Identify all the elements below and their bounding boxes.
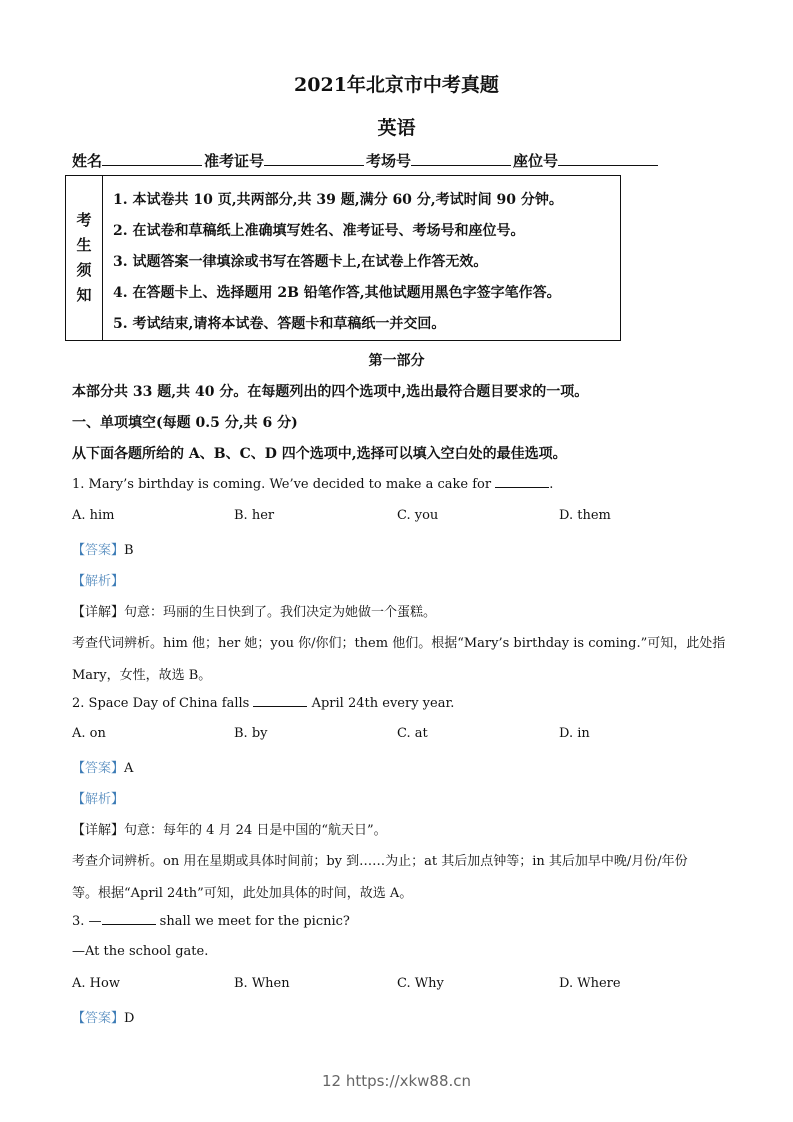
option-a: A. on: [72, 726, 106, 741]
option-b: B. When: [234, 976, 290, 991]
option-d: D. in: [559, 726, 590, 741]
notice-side-char: 考: [76, 211, 92, 229]
analysis-line: [72, 570, 124, 589]
page-footer: 12 https://xkw88.cn: [321, 1072, 472, 1090]
option-d: D. them: [559, 508, 611, 523]
detail-line: [72, 601, 436, 620]
option-c: C. you: [397, 508, 439, 523]
explanation-line: Mary，女性，故选 B。: [72, 668, 212, 683]
option-a: A. How: [72, 976, 120, 991]
question-reply: —At the school gate.: [72, 944, 209, 959]
notice-item: 2. 在试卷和草稿纸上准确填写姓名、准考证号、考场号和座位号。: [113, 223, 525, 239]
notice-item: 1. 本试卷共 10 页,共两部分,共 39 题,满分 60 分,考试时间 90 分钟。: [113, 192, 563, 208]
bracket: 【: [72, 792, 86, 807]
field-blank-seat: [558, 151, 658, 166]
notice-side-label: [66, 176, 103, 340]
explanation-line: 考查代词辨析。him 他；her 她；you 你/你们；them 他们。根据“Mary’s birthday is coming.”可知，此处指: [72, 636, 726, 651]
option-d: D. Where: [559, 976, 621, 991]
analysis-label: 解析: [85, 792, 112, 807]
answer-label: 答案: [85, 1011, 112, 1026]
notice-side-char: 知: [76, 286, 92, 304]
field-blank-room: [411, 151, 511, 166]
answer-blank: [495, 476, 549, 488]
subject-title: 英语: [377, 117, 416, 139]
analysis-label: 解析: [85, 574, 112, 589]
candidate-info-fields: [72, 150, 660, 171]
answer-value: D: [124, 1011, 135, 1026]
field-label-exam-id: 准考证号: [204, 152, 265, 170]
section-instruction: 从下面各题所给的 A、B、C、D 四个选项中,选择可以填入空白处的最佳选项。: [72, 446, 567, 462]
bracket: 】: [111, 1011, 125, 1026]
bracket: 】: [111, 543, 125, 558]
option-a: A. him: [72, 508, 115, 523]
answer-value: B: [124, 543, 134, 558]
option-b: B. by: [234, 726, 268, 741]
section-title: 一、单项填空(每题 0.5 分,共 6 分): [72, 415, 298, 431]
bracket: 【: [72, 761, 86, 776]
stem-text: 2. Space Day of China falls: [72, 696, 254, 711]
stem-text: 3. —: [72, 914, 102, 929]
bracket: 【: [72, 1011, 86, 1026]
question-stem-2: [72, 695, 454, 711]
field-label-seat: 座位号: [513, 152, 559, 170]
page-title: 2021年北京市中考真题: [294, 74, 499, 96]
stem-text: shall we meet for the picnic?: [155, 914, 350, 929]
notice-list: [103, 176, 620, 340]
answer-label: 答案: [85, 761, 112, 776]
answer-value: A: [124, 761, 134, 776]
explanation-line: 考查介词辨析。on 用在星期或具体时间前；by 到……为止；at 其后加点钟等；in 其后加早中晚/月份/年份: [72, 854, 688, 869]
stem-text: April 24th every year.: [307, 696, 455, 711]
question-stem-3: [72, 913, 350, 929]
notice-item: 4. 在答题卡上、选择题用 2B 铅笔作答,其他试题用黑色字签字笔作答。: [113, 285, 561, 301]
bracket: 【: [72, 543, 86, 558]
notice-item: 3. 试题答案一律填涂或书写在答题卡上,在试卷上作答无效。: [113, 254, 488, 270]
field-label-room: 考场号: [366, 152, 412, 170]
field-label-name: 姓名: [72, 152, 103, 170]
answer-blank: [253, 695, 307, 707]
explanation-line: 等。根据“April 24th”可知，此处加具体的时间，故选 A。: [72, 886, 413, 901]
notice-item: 5. 考试结束,请将本试卷、答题卡和草稿纸一并交回。: [113, 316, 446, 332]
analysis-line: [72, 788, 124, 807]
part-intro: 本部分共 33 题,共 40 分。在每题列出的四个选项中,选出最符合题目要求的一项。: [72, 384, 589, 400]
option-c: C. at: [397, 726, 428, 741]
bracket: 】: [111, 761, 125, 776]
field-blank-name: [102, 151, 202, 166]
bracket: 【: [72, 574, 86, 589]
stem-text: 1. Mary’s birthday is coming. We’ve decided to make a cake for: [72, 477, 496, 492]
answer-blank: [102, 913, 156, 925]
answer-line: [72, 757, 133, 776]
detail-line: [72, 819, 387, 838]
answer-line: [72, 539, 134, 558]
candidate-notice-box: [65, 175, 621, 341]
detail-text: 句意：玛丽的生日快到了。我们决定为她做一个蛋糕。: [124, 605, 437, 620]
notice-side-char: 须: [76, 261, 92, 279]
bracket: 】: [111, 574, 125, 589]
detail-text: 句意：每年的 4 月 24 日是中国的“航天日”。: [124, 823, 387, 838]
detail-label: 【详解】: [72, 605, 125, 620]
answer-label: 答案: [85, 543, 112, 558]
notice-side-char: 生: [76, 236, 92, 254]
detail-label: 【详解】: [72, 823, 125, 838]
option-b: B. her: [234, 508, 275, 523]
part-title: 第一部分: [368, 353, 425, 369]
field-blank-exam-id: [264, 151, 364, 166]
option-c: C. Why: [397, 976, 444, 991]
stem-text: .: [549, 477, 554, 492]
question-stem-1: [72, 476, 553, 492]
bracket: 】: [111, 792, 125, 807]
answer-line: [72, 1007, 134, 1026]
